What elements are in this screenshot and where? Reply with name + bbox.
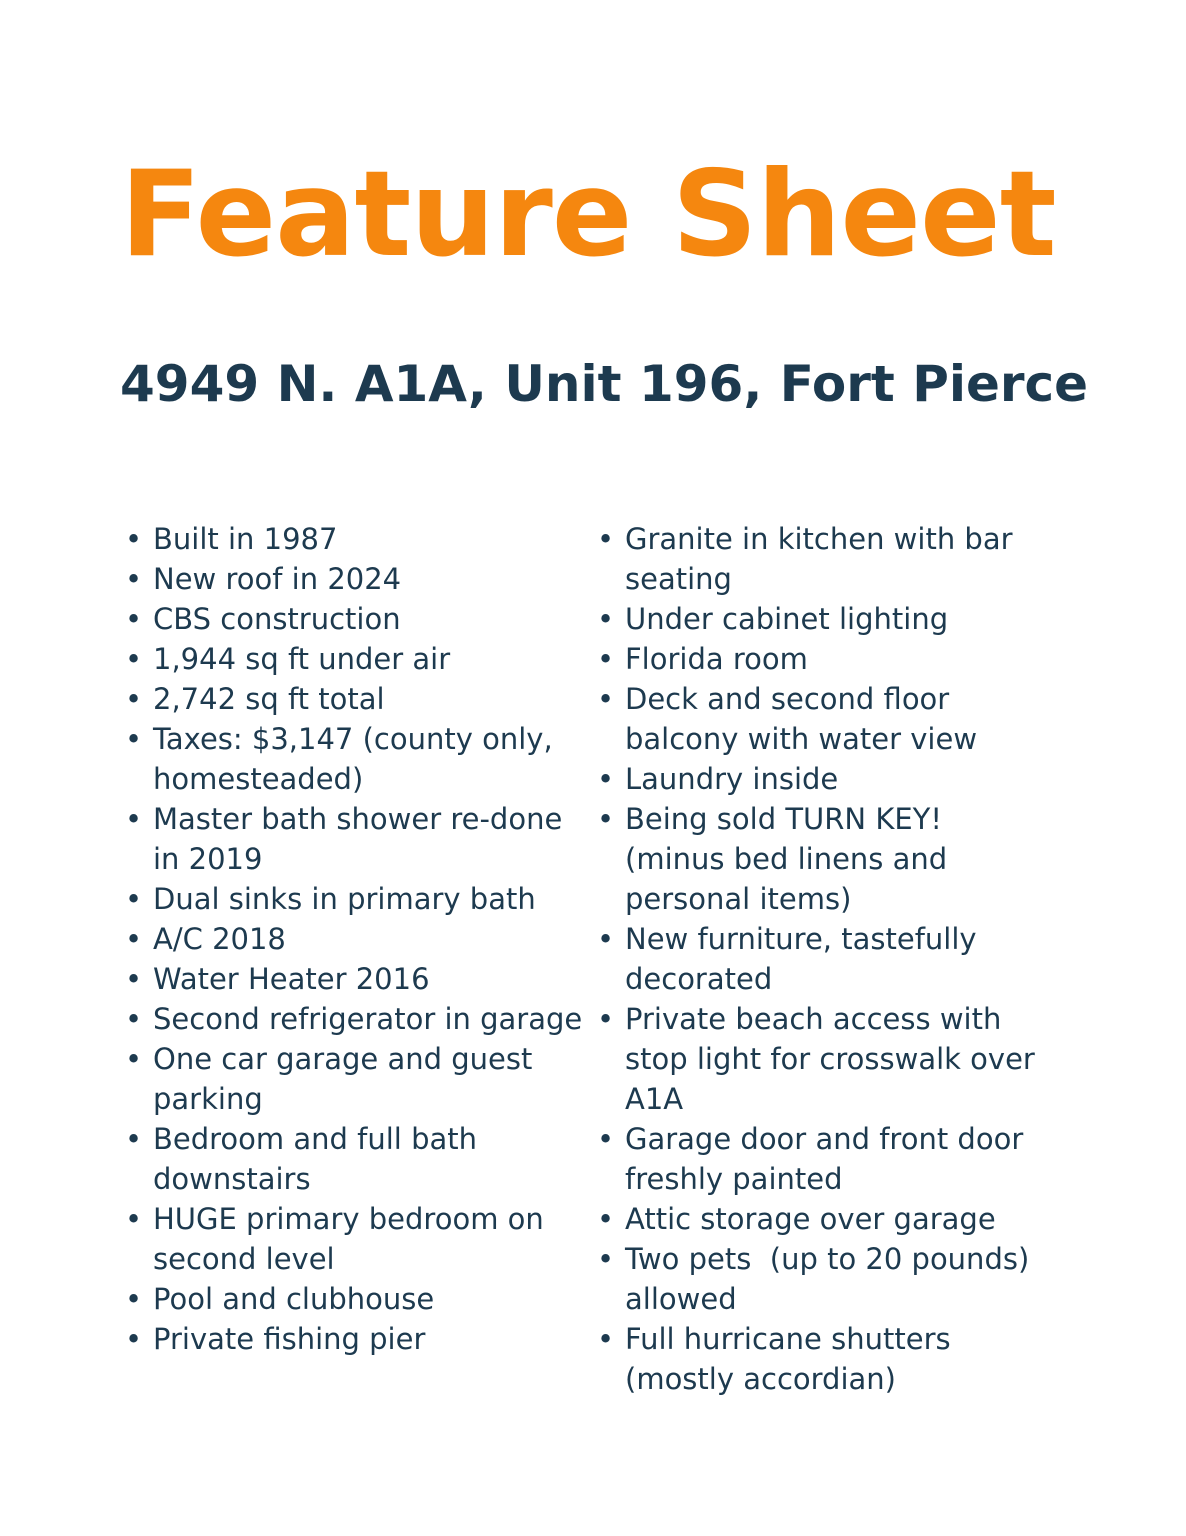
bullet-icon: • [597, 602, 615, 637]
feature-item [120, 919, 592, 959]
feature-item [592, 599, 1070, 639]
feature-item-text: Private fishing pier [153, 1322, 426, 1357]
feature-item [120, 719, 592, 799]
bullet-icon: • [597, 1122, 615, 1157]
bullet-icon: • [597, 1322, 615, 1357]
bullet-icon: • [125, 1322, 143, 1357]
feature-item [592, 1199, 1070, 1239]
feature-item-text: Granite in kitchen with bar seating [625, 522, 1013, 597]
bullet-icon: • [125, 562, 143, 597]
feature-item-text: Dual sinks in primary bath [153, 882, 536, 917]
feature-item [592, 759, 1070, 799]
feature-item [592, 1239, 1070, 1319]
feature-item-text: Laundry inside [625, 762, 839, 797]
feature-item [592, 999, 1070, 1119]
bullet-icon: • [597, 922, 615, 957]
feature-item [120, 599, 592, 639]
feature-item [592, 679, 1070, 759]
bullet-icon: • [125, 1002, 143, 1037]
feature-item [120, 1319, 592, 1359]
bullet-icon: • [125, 642, 143, 677]
bullet-icon: • [125, 962, 143, 997]
bullet-icon: • [125, 922, 143, 957]
feature-item-text: New furniture, tastefully decorated [625, 922, 977, 997]
feature-item-text: Deck and second floor balcony with water view [625, 682, 978, 757]
feature-item [592, 639, 1070, 679]
feature-item-text: Under cabinet lighting [625, 602, 949, 637]
feature-item-text: Two pets (up to 20 pounds) allowed [625, 1242, 1030, 1317]
feature-item-text: Pool and clubhouse [153, 1282, 435, 1317]
feature-item-text: Master bath shower re-done in 2019 [153, 802, 563, 877]
feature-item-text: Private beach access with stop light for crosswalk over A1A [625, 1002, 1035, 1117]
feature-item [120, 959, 592, 999]
feature-item [120, 559, 592, 599]
feature-item [120, 999, 592, 1039]
feature-item [120, 1119, 592, 1199]
bullet-icon: • [597, 522, 615, 557]
bullet-icon: • [597, 762, 615, 797]
bullet-icon: • [125, 522, 143, 557]
feature-item-text: A/C 2018 [153, 922, 286, 957]
bullet-icon: • [125, 1202, 143, 1237]
feature-item-text: CBS construction [153, 602, 401, 637]
feature-item-text: Bedroom and full bath downstairs [153, 1122, 478, 1197]
feature-item-text: Attic storage over garage [625, 1202, 996, 1237]
feature-item-text: Being sold TURN KEY! (minus bed linens and personal items) [625, 802, 948, 917]
bullet-icon: • [597, 1242, 615, 1277]
bullet-icon: • [125, 722, 143, 757]
feature-item-text: 2,742 sq ft total [153, 682, 385, 717]
bullet-icon: • [125, 1282, 143, 1317]
property-address: 4949 N. A1A, Unit 196, Fort Pierce [120, 355, 1089, 414]
bullet-icon: • [125, 802, 143, 837]
page-title: Feature Sheet [120, 145, 1056, 284]
feature-item-text: Florida room [625, 642, 808, 677]
feature-item [592, 799, 1070, 919]
bullet-icon: • [125, 882, 143, 917]
feature-item-text: Full hurricane shutters (mostly accordian) [625, 1322, 951, 1397]
feature-item [592, 1119, 1070, 1199]
feature-columns [120, 519, 1130, 1399]
feature-item-text: Built in 1987 [153, 522, 338, 557]
feature-item-text: 1,944 sq ft under air [153, 642, 451, 677]
feature-list-left [120, 519, 592, 1399]
feature-item [120, 679, 592, 719]
feature-item [592, 1319, 1070, 1399]
feature-item [120, 519, 592, 559]
bullet-icon: • [125, 602, 143, 637]
bullet-icon: • [597, 802, 615, 837]
feature-item-text: Second refrigerator in garage [153, 1002, 583, 1037]
feature-item [120, 799, 592, 879]
bullet-icon: • [597, 642, 615, 677]
feature-item [592, 519, 1070, 599]
feature-item-text: One car garage and guest parking [153, 1042, 533, 1117]
bullet-icon: • [125, 682, 143, 717]
feature-item-text: Taxes: $3,147 (county only, homesteaded) [153, 722, 553, 797]
feature-item [120, 1039, 592, 1119]
bullet-icon: • [597, 1002, 615, 1037]
bullet-icon: • [597, 682, 615, 717]
feature-list-right [592, 519, 1070, 1399]
feature-item [592, 919, 1070, 999]
bullet-icon: • [597, 1202, 615, 1237]
feature-item-text: Water Heater 2016 [153, 962, 430, 997]
feature-item-text: New roof in 2024 [153, 562, 402, 597]
feature-item [120, 1279, 592, 1319]
feature-item [120, 1199, 592, 1279]
feature-item-text: Garage door and front door freshly painted [625, 1122, 1024, 1197]
bullet-icon: • [125, 1042, 143, 1077]
feature-item-text: HUGE primary bedroom on second level [153, 1202, 544, 1277]
feature-item [120, 879, 592, 919]
feature-item [120, 639, 592, 679]
bullet-icon: • [125, 1122, 143, 1157]
